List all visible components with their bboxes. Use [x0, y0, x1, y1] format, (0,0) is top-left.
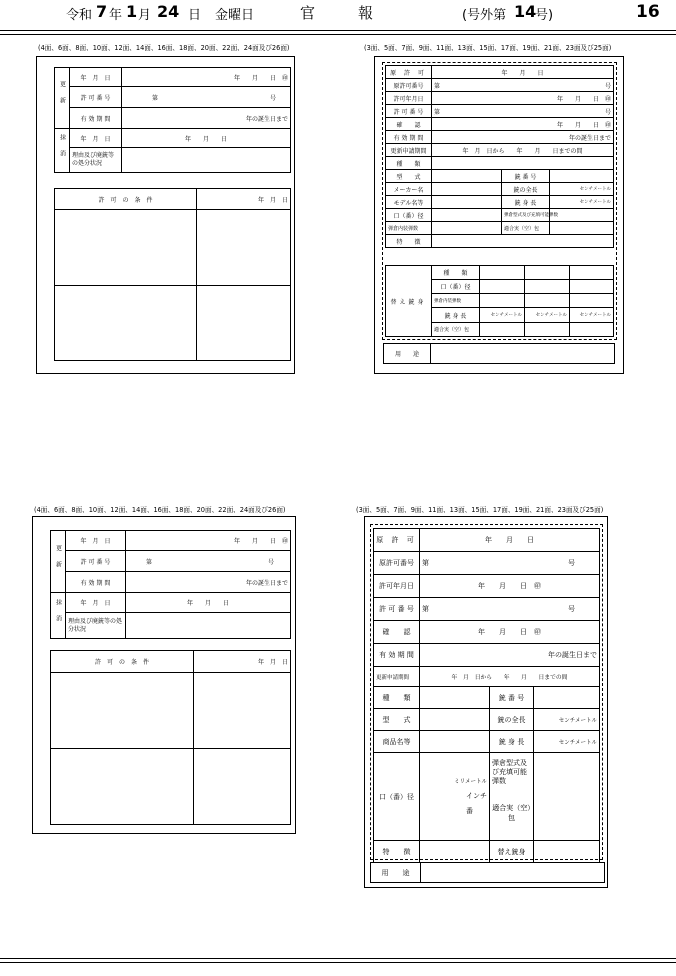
caption-even-bottom: (4面、6面、8面、10面、12面、14面、16面、18面、20面、22面、24面及び26面) — [34, 506, 286, 514]
conditions-table-bottom: 許 可 の 条 件 年 月 日 — [50, 650, 291, 825]
header-day: 24 — [157, 2, 180, 21]
permit-table-bottom: 原 許 可 年 月 日 原許可番号 第 号 許可年月日 年 月 日 ㊞ 許 可 番 号 第 号 確 認 年 月 日 ㊞ 有 効 期 間 年の誕生日まで 更新申請期間 年 月 日から 年 月 日までの間 種 類 銃 番 号 型 式 銃の全長 センチメートル 商品名等 銃 身 長 センチメートル 口（番）径 ミリメートル インチ 番 弾倉型式及び充填可能弾数 適合実（空）包 特 徴 替え銃身 — [373, 528, 600, 863]
renewal-table-top: 更新 年 月 日 年 月 日 ㊞ 許 可 番 号 第 号 有 効 期 間 年の誕生日まで 抹消 年 月 日 年 月 日 理由及び廃銃等の処分状況 — [54, 67, 291, 173]
header-year: 7 — [96, 2, 108, 21]
caption-even-top: (4面、6面、8面、10面、12面、14面、16面、18面、20面、22面、24面及び26面) — [38, 44, 290, 52]
renewal-table-bottom: 更新 年 月 日 年 月 日 ㊞ 許 可 番 号 第 号 有 効 期 間 年の誕生日まで 抹消 年 月 日 年 月 日 理由及び廃銃等の処分状況 — [50, 530, 291, 639]
caption-odd-bottom: (3面、5面、7面、9面、11面、13面、15面、17面、19面、21面、23面及び25面) — [356, 506, 604, 514]
usage-table-top: 用 途 — [383, 343, 615, 364]
caption-odd-top: (3面、5面、7面、9面、11面、13面、15面、17面、19面、21面、23面及び25面) — [364, 44, 612, 52]
header-era: 令和 — [66, 8, 93, 23]
header-rule — [0, 30, 676, 31]
usage-table-bottom: 用 途 — [370, 862, 605, 883]
footer-rule — [0, 958, 676, 959]
conditions-table-top: 許 可 の 条 件 年 月 日 — [54, 188, 291, 361]
header-issue-no: 14 — [514, 2, 537, 21]
page-header: 令和 7 年 1 月 24 日 金曜日 官 報 (号外第 14 号) 16 — [66, 2, 660, 23]
page-number: 16 — [636, 2, 660, 22]
spare-barrel-table-top: 替え銃身 種 類 口（番）径 弾倉内装弾数 銃 身 長 センチメートル センチメートル センチメートル 適合実（空）包 — [385, 265, 614, 337]
permit-table-top: 原 許 可 年 月 日 原許可番号 第 号 許可年月日 年 月 日 ㊞ 許 可 番 号 第 号 確 認 年 月 日 ㊞ 有 効 期 間 年の誕生日まで 更新申請期間 年 月 日から 年 月 日までの間 種 類 型 式 銃 番 号 メーカー名 銃の全長 センチメートル モデル名等 銃 身 長 センチメートル 口（番）径 弾倉型式及び充填可能弾数 弾倉内装弾数 適合実（空）包 特 徴 — [385, 65, 614, 248]
header-paper-name: 官 — [300, 4, 316, 22]
header-weekday: 金曜日 — [215, 8, 255, 23]
header-month: 1 — [126, 2, 138, 21]
header-issue: (号外第 — [462, 8, 507, 23]
